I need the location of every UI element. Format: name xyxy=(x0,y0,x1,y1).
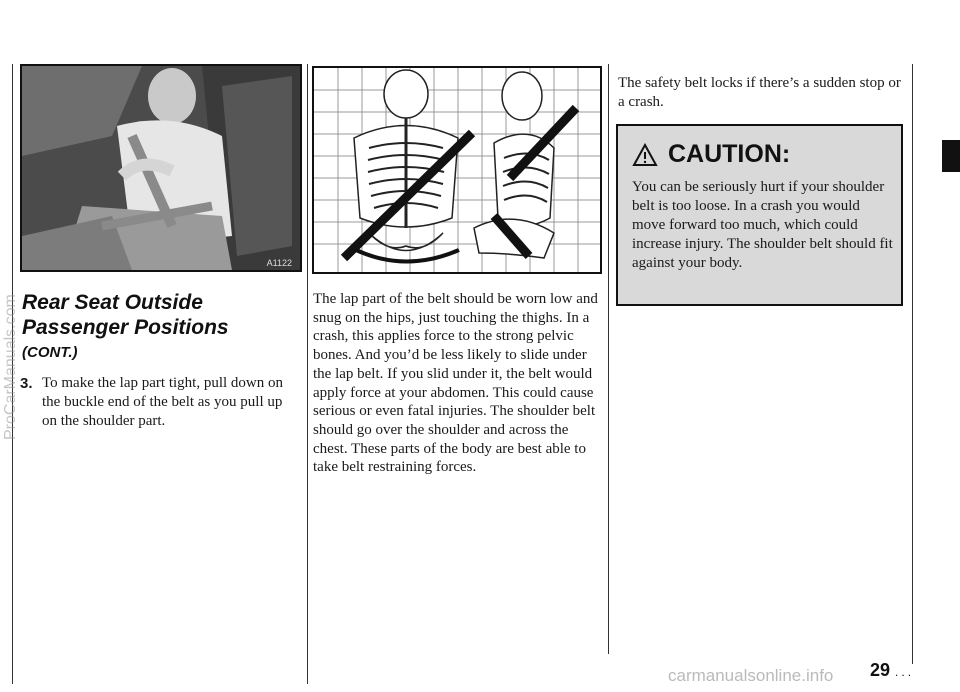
step-number: 3. xyxy=(20,375,33,392)
safety-belt-intro: The safety belt locks if there’s a sudden stop or a crash. xyxy=(618,75,901,110)
instruction-step xyxy=(20,374,300,431)
caution-box xyxy=(616,124,903,306)
skeleton-belt-illustration xyxy=(314,68,600,272)
column-rule-right xyxy=(912,64,913,664)
page-number-dots: ... xyxy=(895,665,915,679)
continued-label: (CONT.) xyxy=(22,344,78,361)
page-number-value: 29 xyxy=(870,660,891,680)
lap-belt-paragraph: The lap part of the belt should be worn low and snug on the hips, just touching the thighs. In a crash, this applies force to the strong pelvic bones. And you’d be less likely to slide under the lap belt. If you slid under it, the belt would apply force at your abdomen. This could cause serious or even fatal injuries. The shoulder belt should go over the shoulder and across the chest. These parts of the body are best able to take belt restraining forces. xyxy=(313,291,598,476)
caution-title: CAUTION: xyxy=(668,140,791,168)
footer-watermark: carmanualsonline.info xyxy=(668,666,834,685)
belt-position-diagram xyxy=(312,66,602,274)
caution-header xyxy=(632,140,790,169)
page-number xyxy=(870,660,914,681)
seatbelt-photo xyxy=(20,64,302,272)
column-rule-mid-1 xyxy=(307,64,308,684)
section-tab-marker xyxy=(942,140,960,172)
passenger-buckling-illustration xyxy=(22,66,300,270)
photo-code: A1122 xyxy=(266,258,292,268)
section-title: Rear Seat Outside Passenger Positions xyxy=(22,291,229,339)
warning-triangle-icon xyxy=(632,143,658,167)
side-watermark: ProCarManuals.com xyxy=(2,294,19,440)
column-rule-mid-2 xyxy=(608,64,609,654)
step-text: To make the lap part tight, pull down on the buckle end of the belt as you pull up on the shoulder part. xyxy=(42,375,283,429)
caution-text: You can be seriously hurt if your shoulder belt is too loose. In a crash you would move forward too much, which could increase injury. The shoulder belt should fit against your body. xyxy=(632,179,893,271)
